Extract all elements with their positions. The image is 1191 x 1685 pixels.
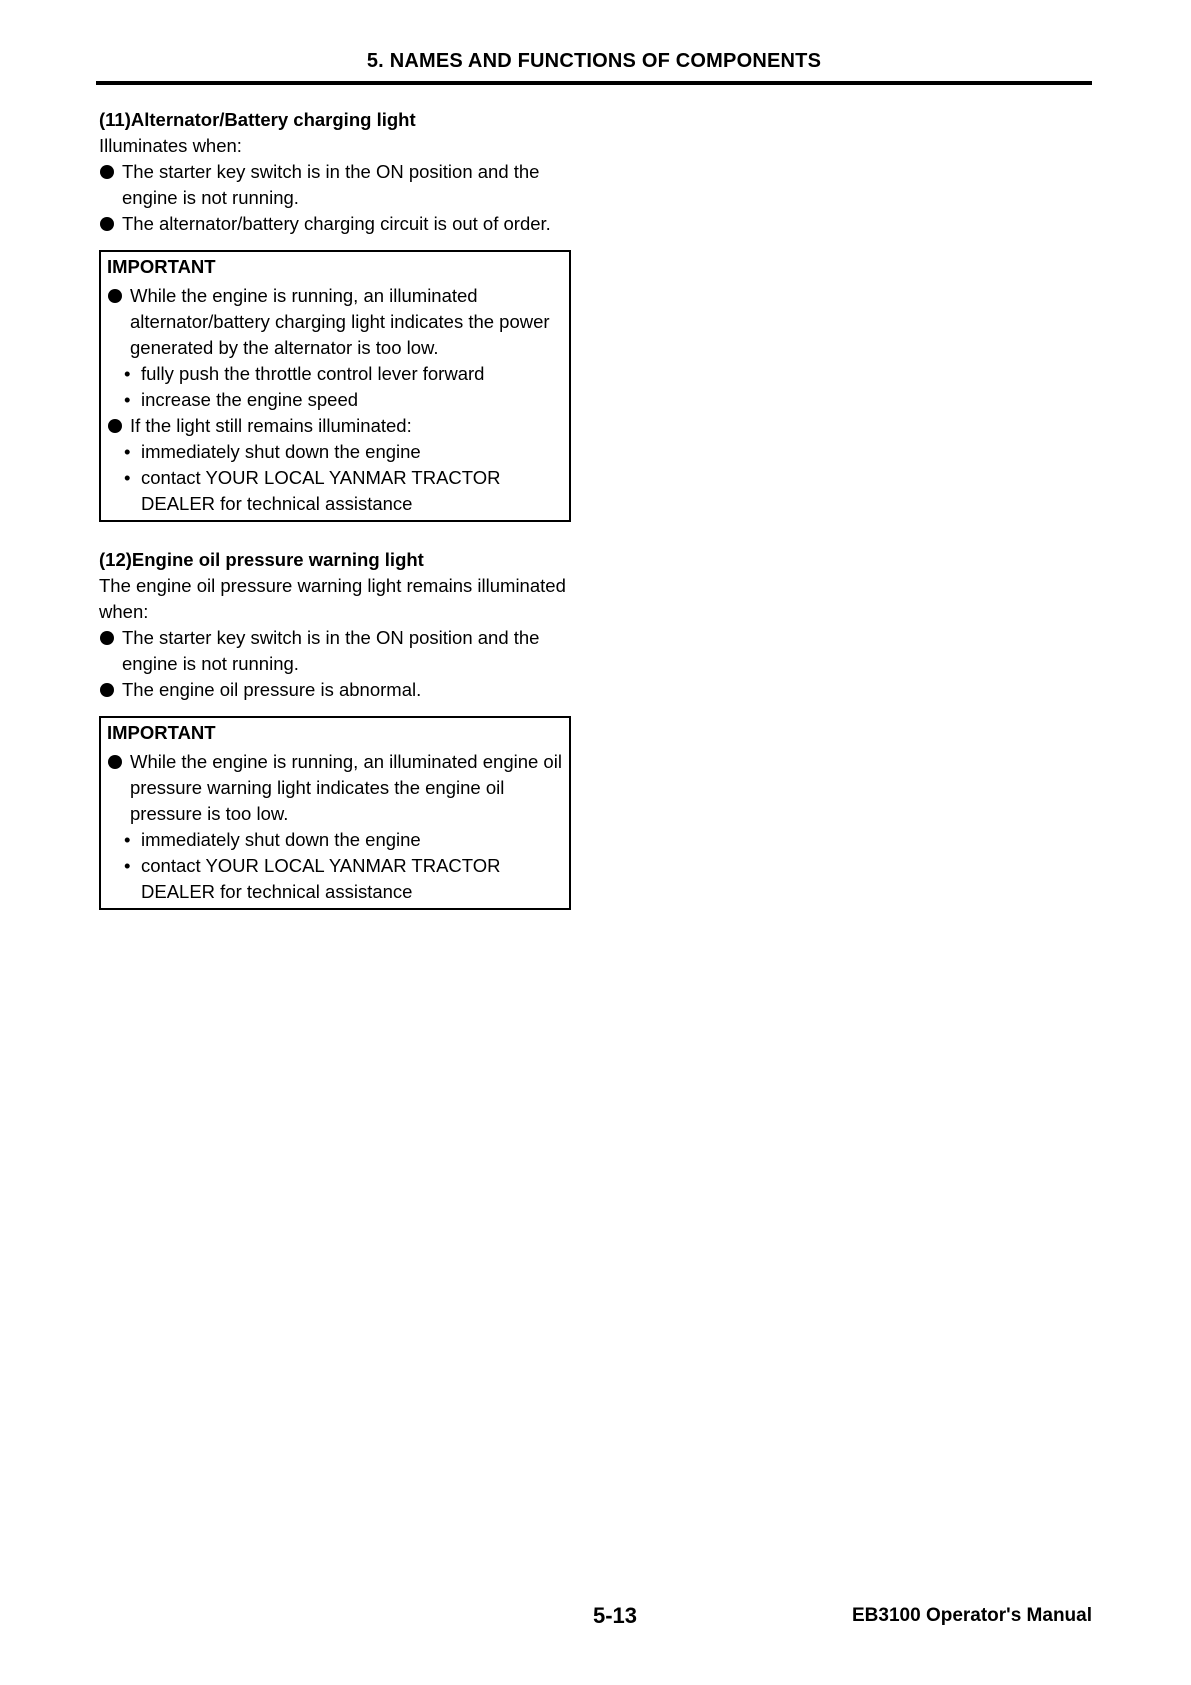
sub-list-item-text: contact YOUR LOCAL YANMAR TRACTOR DEALER for technical assistance — [141, 855, 501, 902]
list-item-text: The alternator/battery charging circuit is out of order. — [122, 213, 551, 234]
sub-list-item-text: immediately shut down the engine — [141, 829, 421, 850]
important-item — [107, 749, 563, 827]
bullet-icon — [100, 165, 114, 179]
bullet-icon — [108, 289, 122, 303]
bullet-icon — [100, 217, 114, 231]
important-box — [99, 716, 571, 910]
important-item-text: While the engine is running, an illuminated engine oil pressure warning light indicates the engine oil pressure is too low. — [130, 751, 562, 824]
page-content — [99, 107, 579, 910]
section-intro: The engine oil pressure warning light remains illuminated when: — [99, 575, 566, 622]
manual-title: EB3100 Operator's Manual — [852, 1605, 1092, 1626]
sub-list-item — [107, 439, 563, 465]
sub-bullet-icon: • — [124, 363, 131, 384]
section-intro: Illuminates when: — [99, 135, 242, 156]
sub-list-item — [107, 465, 563, 517]
bullet-icon — [100, 683, 114, 697]
sub-list-item-text: fully push the throttle control lever forward — [141, 363, 485, 384]
list-item — [99, 211, 579, 237]
sub-bullet-icon: • — [124, 441, 131, 462]
section-title: (12)Engine oil pressure warning light — [99, 549, 424, 570]
section-title: (11)Alternator/Battery charging light — [99, 109, 416, 130]
bullet-icon — [108, 755, 122, 769]
list-item — [99, 159, 579, 211]
important-title: IMPORTANT — [107, 722, 216, 743]
important-item — [107, 283, 563, 361]
list-item-text: The engine oil pressure is abnormal. — [122, 679, 422, 700]
sub-list-item — [107, 827, 563, 853]
sub-list-item — [107, 387, 563, 413]
sub-list-item-text: immediately shut down the engine — [141, 441, 421, 462]
list-item — [99, 625, 579, 677]
sub-list-item-text: increase the engine speed — [141, 389, 359, 410]
sub-list-item — [107, 853, 563, 905]
bullet-icon — [108, 419, 122, 433]
sub-bullet-icon: • — [124, 829, 131, 850]
bullet-icon — [100, 631, 114, 645]
page-header-title: 5. NAMES AND FUNCTIONS OF COMPONENTS — [366, 50, 822, 72]
sub-bullet-icon: • — [124, 389, 131, 410]
list-item-text: The starter key switch is in the ON position and the engine is not running. — [122, 627, 540, 674]
list-item — [99, 677, 579, 703]
sub-bullet-icon: • — [124, 467, 131, 488]
important-item-text: If the light still remains illuminated: — [130, 415, 412, 436]
page-number: 5-13 — [592, 1603, 638, 1628]
sub-bullet-icon: • — [124, 855, 131, 876]
header-rule — [96, 81, 1092, 85]
important-item-text: While the engine is running, an illuminated alternator/battery charging light indicates the power generated by the alternator is too low. — [130, 285, 550, 358]
important-item — [107, 413, 563, 439]
section-oil-pressure-light — [99, 547, 579, 910]
sub-list-item — [107, 361, 563, 387]
section-alternator-light — [99, 107, 579, 522]
list-item-text: The starter key switch is in the ON position and the engine is not running. — [122, 161, 540, 208]
important-box — [99, 250, 571, 522]
important-title: IMPORTANT — [107, 256, 216, 277]
sub-list-item-text: contact YOUR LOCAL YANMAR TRACTOR DEALER for technical assistance — [141, 467, 501, 514]
